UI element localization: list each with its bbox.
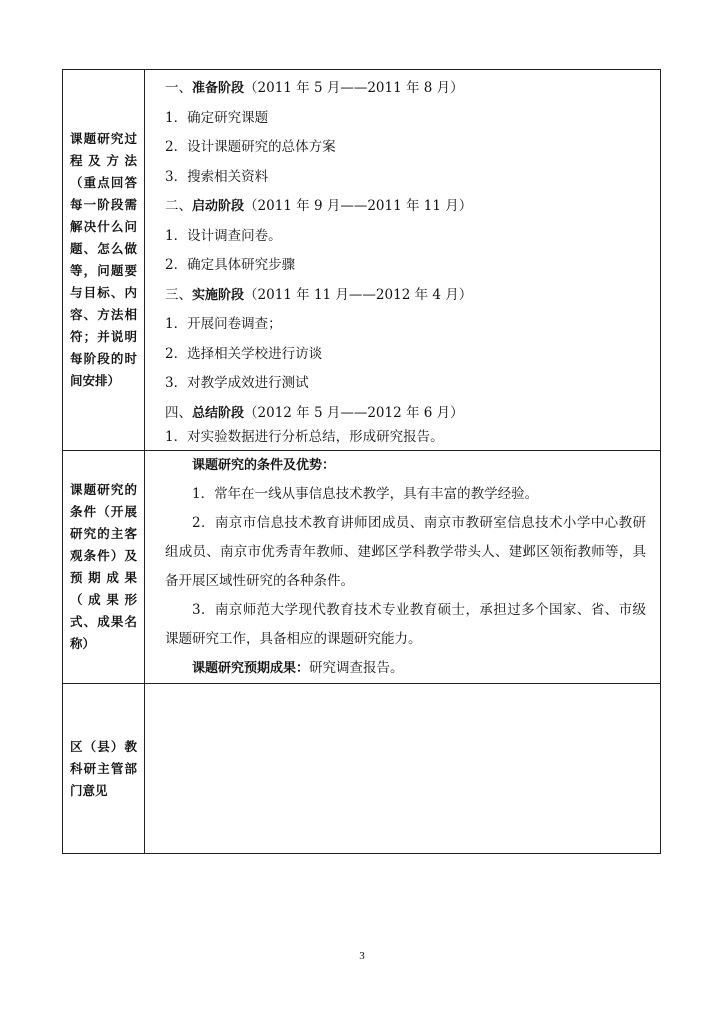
opinion-row xyxy=(63,684,661,854)
stage-1-title: 一、准备阶段（2011 年 5 月——2011 年 8 月） xyxy=(165,80,464,96)
label-line: 门意见 xyxy=(70,782,108,798)
conditions-paragraph: 3．南京师范大学现代教育技术专业教育硕士，承担过多个国家、省、市级课题研究工作，具备相应的课题研究能力。 xyxy=(165,602,646,647)
list-item: 3．对教学成效进行测试 xyxy=(165,375,309,391)
list-item: 2．选择相关学校进行访谈 xyxy=(165,345,323,362)
label-line: 称） xyxy=(70,636,96,651)
stage-3-title: 三、实施阶段（2011 年 11 月——2012 年 4 月） xyxy=(165,286,473,303)
label-line: 课题研究的 xyxy=(70,482,137,497)
conditions-label xyxy=(63,451,145,684)
label-line: 符；并说明 xyxy=(70,329,137,344)
label-line: 观条件）及 xyxy=(70,548,137,563)
label-line: 区（县）教 xyxy=(70,738,137,754)
list-item: 2．设计课题研究的总体方案 xyxy=(165,139,336,155)
label-line: 题、怎么做 xyxy=(70,241,137,256)
research-process-row xyxy=(63,70,661,451)
page-number: 3 xyxy=(359,950,365,962)
label-line: 预期成果 xyxy=(70,570,137,585)
list-item: 1．确定研究课题 xyxy=(165,109,269,126)
conditions-heading: 课题研究的条件及优势： xyxy=(192,458,336,473)
list-item: 3．搜索相关资料 xyxy=(165,168,269,185)
research-process-label xyxy=(63,70,145,451)
label-line: 课题研究过 xyxy=(70,131,137,146)
list-item: 1．设计调查问卷。 xyxy=(165,227,282,244)
label-line: 每阶段的时 xyxy=(70,351,137,366)
label-line: 与目标、内 xyxy=(70,285,137,300)
application-form-table xyxy=(62,69,661,854)
label-line: 式、成果名 xyxy=(70,614,137,629)
conditions-row xyxy=(63,451,661,684)
label-line: 间安排） xyxy=(70,373,121,388)
label-line: 等，问题要 xyxy=(70,263,137,278)
opinion-content[interactable] xyxy=(145,684,661,854)
stage-2-title: 二、启动阶段（2011 年 9 月——2011 年 11 月） xyxy=(165,198,473,214)
conditions-content xyxy=(145,451,661,684)
label-line: 解决什么问 xyxy=(70,219,137,234)
conditions-paragraph: 2．南京市信息技术教育讲师团成员、南京市教研室信息技术小学中心教研组成员、南京市优秀青年教师、建邺区学科教学带头人、建邺区领衔教师等，具备开展区域性研究的各种条件。 xyxy=(165,515,646,589)
stage-4-title: 四、总结阶段（2012 年 5 月——2012 年 6 月） xyxy=(165,404,464,421)
expected-outcome: 课题研究预期成果：研究调查报告。 xyxy=(192,660,404,676)
label-line: 科研主管部 xyxy=(70,760,137,776)
label-line: 条件（开展 xyxy=(70,504,137,519)
label-line: 容、方法相 xyxy=(70,307,137,322)
label-line: （成果形 xyxy=(70,592,137,607)
label-line: 每一阶段需 xyxy=(70,197,137,212)
label-line: 程及方法 xyxy=(70,153,137,168)
research-process-content xyxy=(145,70,661,451)
opinion-label xyxy=(63,684,145,854)
list-item: 1．开展问卷调查； xyxy=(165,316,282,332)
conditions-paragraph: 1．常年在一线从事信息技术教学，具有丰富的教学经验。 xyxy=(192,486,539,502)
list-item: 1．对实验数据进行分析总结，形成研究报告。 xyxy=(165,429,444,445)
list-item: 2．确定具体研究步骤 xyxy=(165,257,296,273)
label-line: （重点回答 xyxy=(70,175,137,190)
label-line: 研究的主客 xyxy=(70,526,137,541)
